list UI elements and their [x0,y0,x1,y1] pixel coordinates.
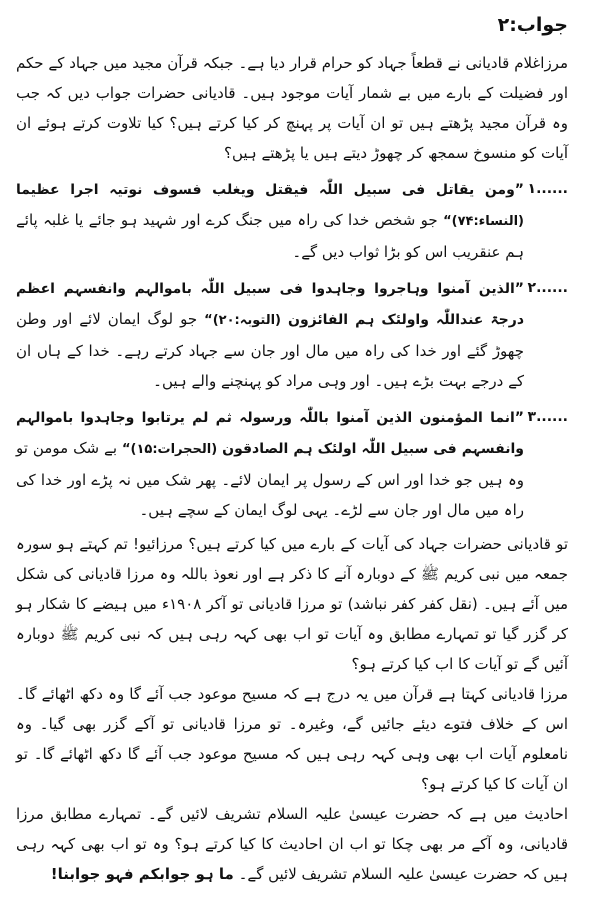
answer-heading: جواب:۲ [497,14,568,36]
verse-item-1 [16,174,568,267]
closing-line: ما ہو جوابکم فہو جوابنا! [50,865,234,883]
verse-body [16,273,524,396]
verse-reference: (النساء:۷۴)“ [443,214,524,229]
item-number: ۱...... [527,181,568,197]
item-number: ۳...... [527,409,568,425]
verse-reference: (التوبہ:۲۰)“ [204,313,281,328]
verse-body [16,402,524,525]
intro-paragraph: مرزاغلام قادیانی نے قطعاً جہاد کو حرام قرار دیا ہے۔ جبکہ قرآن مجید میں جہاد کے حکم اور فضیلت کے بارے میں بے شمار آیات موجود ہیں۔ قادیانی حضرات جواب دیں کہ جب وہ قرآن مجید پڑھتے ہیں تو ان آیات پر پہنچ کر کیا کرتے ہیں؟ کیا تلاوت کرتے ہوئے ان آیات کو منسوخ سمجھ کر چھوڑ دیتے ہیں یا پڑھتے ہیں؟ [16,54,568,162]
arabic-verse: ”الذین آمنوا وہاجروا وجاہدوا فی سبیل اللّٰہ باموالہم وانفسہم اعظم درجۃ عنداللّٰہ واولئک ہم الفائزون [16,281,525,328]
body-paragraph-4 [16,799,568,889]
arabic-verse: ”انما المؤمنون الذین آمنوا باللّٰہ ورسولہ ثم لم یرتابوا وجاہدوا باموالہم وانفسہم فی سبیل اللّٰہ اولئک ہم الصادقون [16,410,524,457]
arabic-verse: ”ومن یقاتل فی سبیل اللّٰہ فیقتل ویغلب فسوف نوتیہ اجرا عظیما [16,182,524,198]
verse-translation: جو شخص خدا کی راہ میں جنگ کرے اور شہید ہو جائے یا غلبہ پائے ہم عنقریب اس کو بڑا ثواب دیں گے۔ [16,211,524,261]
item-number: ۲...... [527,280,568,296]
verse-item-3 [16,402,568,525]
verse-item-2 [16,273,568,396]
verse-body [16,174,524,267]
body-paragraph-4-text: احادیث میں ہے کہ حضرت عیسیٰ علیہ السلام تشریف لائیں گے۔ تمہارے مطابق مرزا قادیانی، وہ آکے مر بھی چکا تو اب ان احادیث کا کیا کرتے ہو؟ وہ تو اب بھی کہہ رہی ہیں کہ حضرت عیسیٰ علیہ السلام تشریف لائیں گے۔ [16,805,568,883]
body-paragraph-2: تو قادیانی حضرات جہاد کی آیات کے بارے میں کیا کرتے ہیں؟ مرزائیو! تم کہتے ہو سورہ جمعہ میں نبی کریم ﷺ کے دوبارہ آنے کا ذکر ہے اور نعوذ باللہ وہ مرزا قادیانی کی شکل میں آئے ہیں۔ (نقل کفر کفر نباشد) تو مرزا قادیانی تو آکر ۱۹۰۸ء میں ہیضے کا شکار ہو کر گزر گیا تو تمہارے مطابق وہ آیات تو اب بھی کہہ رہی ہیں کہ نبی کریم ﷺ دوبارہ آئیں گے تو آیات کا اب کیا کرتے ہو؟ [16,535,568,673]
verse-translation: جو لوگ ایمان لائے اور وطن چھوڑ گئے اور خدا کی راہ میں مال اور جان سے جہاد کرتے رہے۔ خدا کے ہاں ان کے درجے بہت بڑے ہیں۔ اور وہی مراد کو پہنچنے والے ہیں۔ [16,310,524,390]
verse-translation: بے شک مومن تو وہ ہیں جو خدا اور اس کے رسول پر ایمان لائے۔ پھر شک میں نہ پڑے اور خدا کی راہ میں مال اور جان سے لڑے۔ یہی لوگ ایمان کے سچے ہیں۔ [16,439,524,519]
body-paragraph-3: مرزا قادیانی کہتا ہے قرآن میں یہ درج ہے کہ مسیح موعود جب آئے گا وہ دکھ اٹھائے گا۔ اس کے خلاف فتوے دیئے جائیں گے، وغیرہ۔ تو مرزا قادیانی تو آکے گزر بھی گیا۔ وہ نامعلوم آیات اب بھی وہی کہہ رہی ہیں کہ مسیح موعود جب آئے گا دکھ اٹھائے گا۔ تو ان آیات کا کیا کرتے ہو؟ [16,685,568,793]
verse-reference: (الحجرات:۱۵)“ [121,442,218,457]
